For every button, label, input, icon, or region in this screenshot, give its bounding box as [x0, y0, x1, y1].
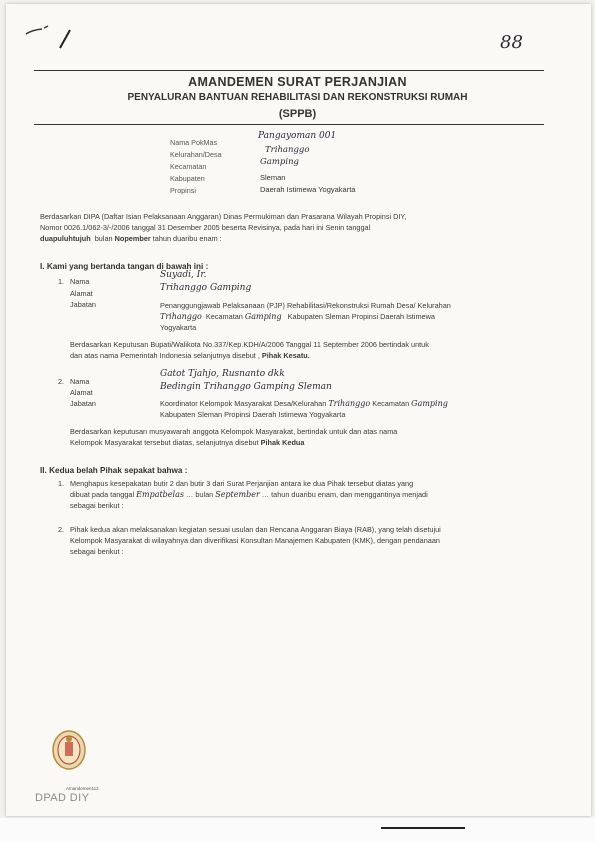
- s2-item-1-year-text: tahun duaribu enam, dan menggantinya menjadi: [271, 490, 428, 499]
- value-kecamatan: Gamping: [260, 157, 299, 167]
- label-nama-pokmas: Nama PokMas: [170, 138, 218, 147]
- footer-rule: [381, 827, 465, 829]
- p2-basis-line-2: [70, 438, 304, 447]
- p2-number: 2.: [58, 377, 65, 386]
- value-kelurahan: Trihanggo: [265, 145, 310, 155]
- intro-bulan-label: bulan: [94, 234, 113, 243]
- section-1-heading: I. Kami yang bertanda tangan di bawah ini :: [40, 262, 209, 271]
- document-title: AMANDEMEN SURAT PERJANJIAN: [188, 75, 407, 89]
- intro-line-2: Nomor 0026.1/062-3/-/2006 tanggal 31 Desember 2005 beserta Revisinya, pada hari ini Senin tanggal: [40, 223, 371, 232]
- watermark-dpad-diy: DPAD DIY: [35, 792, 90, 804]
- document-code: Amandemen112: [66, 786, 99, 791]
- value-pokmas: Pangayoman 001: [258, 131, 337, 141]
- section-2-heading: II. Kedua belah Pihak sepakat bahwa :: [40, 466, 188, 475]
- document-subtitle: PENYALURAN BANTUAN REHABILITASI DAN REKONSTRUKSI RUMAH: [127, 92, 468, 103]
- p2-pihak-kedua: Pihak Kedua: [260, 438, 305, 447]
- intro-month-bold: Nopember: [114, 234, 151, 243]
- p1-label-alamat: Alamat: [70, 289, 93, 298]
- p2-label-jabatan: Jabatan: [70, 399, 96, 408]
- s2-item-1-line-1: Menghapus kesepakatan butir 2 dan butir 3 dari Surat Perjanjian antara ke dua Pihak tersebut diatas yang: [70, 479, 414, 488]
- value-propinsi: Daerah Istimewa Yogyakarta: [260, 185, 356, 194]
- s2-item-1-line-3: sebagai berikut :: [70, 501, 124, 510]
- p1-basis-line-2: [70, 351, 310, 360]
- s2-item-2-number: 2.: [58, 525, 65, 534]
- p2-label-alamat: Alamat: [70, 388, 93, 397]
- intro-year: tahun duaribu enam :: [152, 234, 222, 243]
- scan-bottom-band: [0, 818, 595, 842]
- p1-jabatan-kecamatan: Gamping: [244, 312, 282, 321]
- p2-label-nama: Nama: [70, 377, 90, 386]
- p2-basis-text: Kelompok Masyarakat tersebut diatas, selanjutnya disebut: [70, 438, 259, 447]
- pen-mark-corner: [22, 20, 72, 50]
- title-top-rule: [34, 70, 544, 71]
- p1-jabatan-kelurahan: Trihanggo: [160, 312, 202, 321]
- p2-value-nama: Gatot Tjahjo, Rusnanto dkk: [160, 369, 285, 379]
- value-kabupaten: Sleman: [260, 173, 286, 182]
- intro-line-1: Berdasarkan DIPA (Daftar Isian Pelaksanaan Anggaran) Dinas Permukiman dan Prasarana Wilayah Propinsi DIY,: [40, 212, 407, 221]
- s2-item-1-tanggal-label: dibuat pada tanggal: [70, 490, 135, 499]
- intro-day-bold: duapuluhtujuh: [40, 234, 91, 243]
- label-kelurahan: Kelurahan/Desa: [170, 150, 222, 159]
- p1-value-alamat: Trihanggo Gamping: [160, 283, 252, 293]
- intro-line-3: [40, 234, 222, 243]
- p2-jabatan-kelurahan: Trihanggo: [328, 399, 371, 408]
- s2-item-1-bulan-label: bulan: [195, 490, 214, 499]
- p2-jabatan-line-2: Kabupaten Sleman Propinsi Daerah Istimewa Yogyakarta: [160, 410, 346, 419]
- p2-basis-line-1: Berdasarkan keputusan musyawarah anggota Kelompok Masyarakat, bertindak untuk dan atas nama: [70, 427, 398, 436]
- s2-item-2-line-2: Kelompok Masyarakat di wilayahnya dan diverifikasi Konsultan Manajemen Kabupaten (KMK), dengan pendanaan: [70, 536, 440, 545]
- title-bottom-rule: [34, 124, 544, 125]
- label-kabupaten: Kabupaten: [170, 174, 205, 183]
- p2-jabatan-kec-label: Kecamatan: [372, 399, 410, 408]
- p1-basis-text: dan atas nama Pemerintah Indonesia selanjutnya disebut ,: [70, 351, 260, 360]
- p1-label-nama: Nama: [70, 277, 90, 286]
- p1-jabatan-kec-label: Kecamatan: [205, 312, 243, 321]
- s2-item-1-number: 1.: [58, 479, 65, 488]
- p1-basis-line-1: Berdasarkan Keputusan Bupati/Walikota No.337/Kep.KDH/A/2006 Tanggal 11 September 2006 bertindak untuk: [70, 340, 429, 349]
- p2-jabatan-kecamatan: Gamping: [411, 399, 448, 408]
- p1-jabatan-line-3: Yogyakarta: [160, 323, 197, 332]
- p1-pihak-kesatu: Pihak Kesatu.: [261, 351, 310, 360]
- p1-jabatan-line-2: [160, 312, 435, 321]
- p1-jabatan-kabupaten: Kabupaten Sleman Propinsi Daerah Istimewa: [287, 312, 435, 321]
- s2-item-2-line-3: sebagai berikut :: [70, 547, 124, 556]
- p1-value-nama: Suyadi, Ir.: [160, 270, 207, 280]
- page-number-handwritten: 88: [500, 32, 523, 53]
- p2-jabatan-line-1: [160, 399, 448, 408]
- p1-jabatan-line-1: Penanggungjawab Pelaksanaan (PJP) Rehabilitasi/Rekonstruksi Rumah Desa/ Kelurahan: [160, 301, 451, 310]
- document-acronym: (SPPB): [278, 108, 317, 120]
- s2-item-1-day: Empatbelas: [136, 490, 184, 499]
- s2-item-1-month: September: [215, 490, 260, 499]
- label-propinsi: Propinsi: [170, 186, 196, 195]
- archive-seal-logo: [50, 728, 88, 772]
- p2-value-alamat: Bedingin Trihanggo Gamping Sleman: [160, 382, 332, 392]
- label-kecamatan: Kecamatan: [170, 162, 207, 171]
- s2-item-2-line-1: Pihak kedua akan melaksanakan kegiatan sesuai usulan dan Rencana Anggaran Biaya (RAB), yang telah disetujui: [70, 525, 441, 534]
- p2-jabatan-text: Koordinator Kelompok Masyarakat Desa/Kelurahan: [160, 399, 327, 408]
- p1-label-jabatan: Jabatan: [70, 300, 96, 309]
- s2-item-1-line-2: dibuat pada tanggal Empatbelas … bulan September … tahun duaribu enam, dan menggantinya menjadi: [70, 490, 428, 499]
- p1-number: 1.: [58, 277, 65, 286]
